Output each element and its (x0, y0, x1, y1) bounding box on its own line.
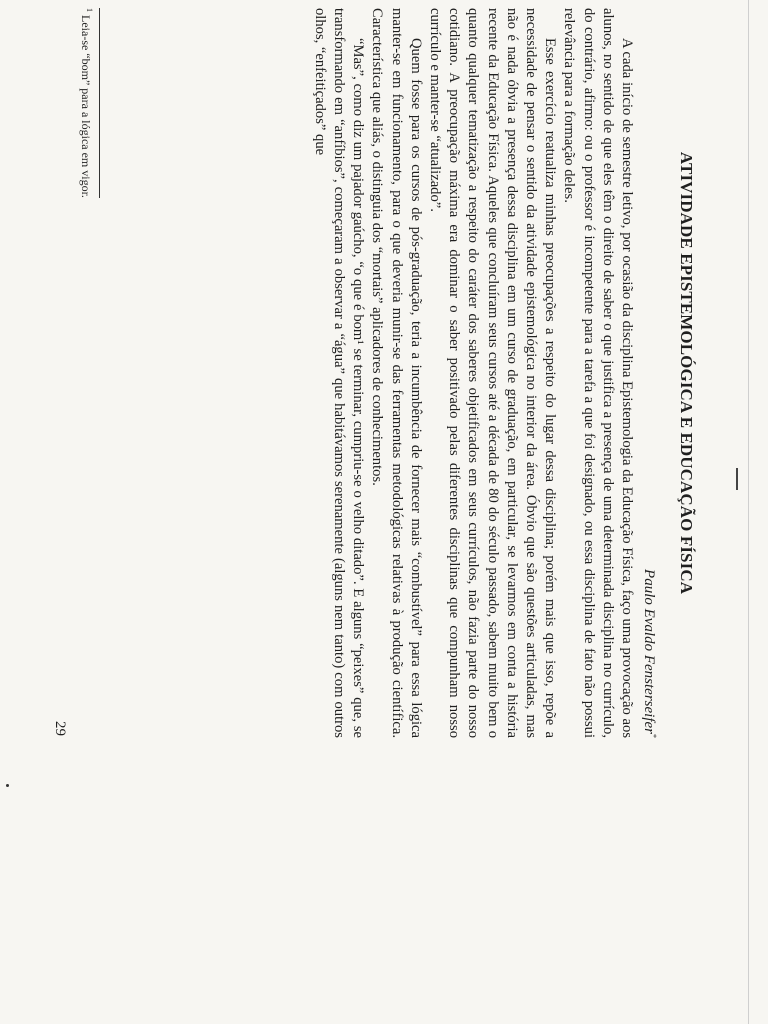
paragraph: Quem fosse para os cursos de pós-graduação, teria a incumbência de fornecer mais “combustível” para essa lógica manter-se em funcionamento, para o que deveria munir-se das ferramentas metodológicas relativas à produção científica. Característica que aliás, o distinguia dos “mortais” aplicadores de conhecimentos. (369, 8, 424, 738)
document-page (38, 8, 698, 738)
author-name-text: Paulo Evaldo Fensterseifer (641, 569, 657, 734)
scan-artifact-line (736, 468, 738, 490)
paragraph: A cada início de semestre letivo, por ocasião da disciplina Epistemologia da Educação Física, faço uma provocação aos alunos, no sentido de que eles têm o direito de saber o que justifica a presença de uma determinada disciplina no currículo, do contrário, afirmo: ou o professor é incompetente para a tarefa a que foi designado, ou essa disciplina de fato não possui relevância para a formação deles. (561, 8, 635, 738)
scan-artifact-dot (6, 784, 9, 787)
footnote-text: Leia-se “bom” para a lógica em vigor. (79, 15, 93, 198)
footnote (78, 8, 94, 198)
footnote-divider (99, 8, 100, 198)
scan-page-edge (748, 0, 749, 1024)
article-title: ATIVIDADE EPISTEMOLÓGICA E EDUCAÇÃO FÍSICA (677, 151, 696, 595)
paragraph: “Mas”, como diz um pajador gaúcho, “o que é bom¹ se terminar, cumpriu-se o velho ditado”. E alguns “peixes” que, se transformando em “anfíbios”, começaram a observar a “água” que habitávamos serenamente (alguns nem tanto) com outros olhos, “enfeitiçados” que (311, 8, 367, 738)
paragraph: Esse exercício reatualiza minhas preocupações a respeito do lugar dessa disciplina; porém mais que isso, repõe a necessidade de pensar o sentido da atividade epistemológica no interior da área. Óbvio que são questões articuladas, mas não é nada óbvia a presença dessa disciplina em um curso de graduação, em particular, se levarmos em conta a história recente da Educação Física. Aqueles que concluíram seus cursos até a década de 80 do século passado, sabem muito bem o quanto qualquer tematização a respeito do caráter dos saberes objetificados em seus currículos, não fazia parte do nosso cotidiano. A preocupação máxima era dominar o saber positivado pelas diferentes disciplinas que compunham nosso currículo e manter-se “atualizado”. (426, 8, 559, 738)
footnote-number: 1 (85, 8, 94, 12)
author-footnote-mark: * (649, 734, 658, 738)
author-name (640, 569, 658, 738)
article-body (310, 8, 636, 738)
page-number: 29 (52, 721, 68, 736)
